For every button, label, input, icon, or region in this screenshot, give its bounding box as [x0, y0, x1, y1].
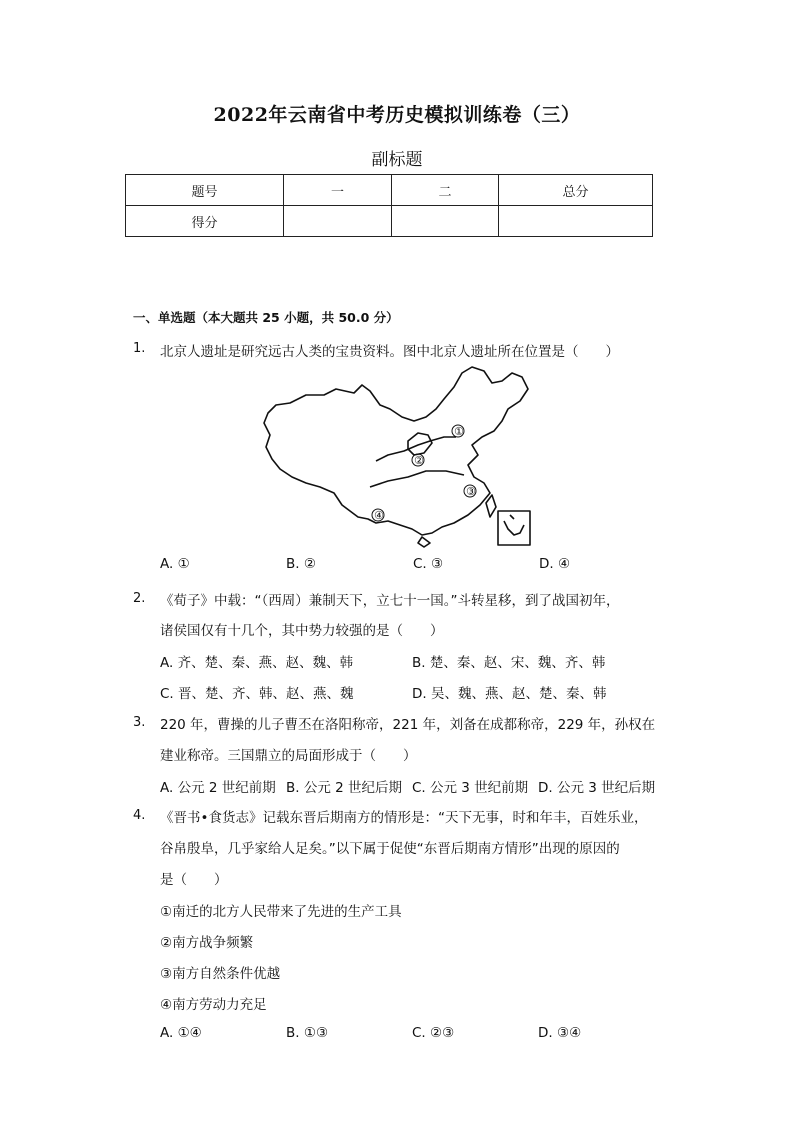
- option-d[interactable]: D. 吴、魏、燕、赵、楚、秦、韩: [412, 686, 607, 702]
- question-text: 谷帛殷阜，几乎家给人足矣。”以下属于促使“东晋后期南方情形”出现的原因的: [160, 841, 620, 857]
- map-label: ③: [466, 485, 476, 498]
- option-b[interactable]: B. ①③: [286, 1025, 329, 1041]
- question-text: 是（ ）: [160, 872, 228, 888]
- exam-subtitle: 副标题: [371, 150, 423, 170]
- question-text: 北京人遗址是研究远古人类的宝贵资料。图中北京人遗址所在位置是（ ）: [160, 344, 619, 360]
- option-c[interactable]: C. 公元 3 世纪前期: [412, 780, 529, 796]
- option-b[interactable]: B. 楚、秦、赵、宋、魏、齐、韩: [412, 655, 606, 671]
- question-text: 《晋书•食货志》记载东晋后期南方的情形是：“天下无事，时和年丰，百姓乐业，: [160, 810, 648, 826]
- exam-title: 2022年云南省中考历史模拟训练卷（三）: [213, 104, 581, 126]
- statement-item: ③南方自然条件优越: [160, 966, 281, 982]
- china-map: [258, 365, 536, 550]
- score-table-cell: 二: [392, 175, 499, 206]
- score-table-cell: [499, 206, 653, 237]
- score-table-cell: 一: [284, 175, 392, 206]
- question-number: 3.: [133, 715, 146, 730]
- taiwan-island: [486, 495, 496, 517]
- score-table-row: [126, 206, 653, 237]
- statement-item: ②南方战争频繁: [160, 935, 254, 951]
- option-d[interactable]: D. 公元 3 世纪后期: [538, 780, 656, 796]
- option-d[interactable]: D. ③④: [538, 1025, 582, 1041]
- option-d[interactable]: D. ④: [539, 556, 571, 572]
- question-text: 建业称帝。三国鼎立的局面形成于（ ）: [160, 748, 417, 764]
- question-number: 4.: [133, 808, 146, 823]
- score-table-cell: 题号: [126, 175, 284, 206]
- option-c[interactable]: C. ②③: [412, 1025, 455, 1041]
- south-sea-islands: [504, 515, 524, 535]
- statement-item: ①南迁的北方人民带来了先进的生产工具: [160, 904, 402, 920]
- map-label: ②: [414, 454, 424, 467]
- question-text: 220 年，曹操的儿子曹丕在洛阳称帝，221 年，刘备在成都称帝，229 年，孙权在: [160, 717, 656, 733]
- option-a[interactable]: A. ①: [160, 556, 190, 572]
- option-b[interactable]: B. ②: [286, 556, 316, 572]
- option-a[interactable]: A. 齐、楚、秦、燕、赵、魏、韩: [160, 655, 354, 671]
- score-table-row: [126, 175, 653, 206]
- hainan-island: [418, 537, 430, 547]
- option-c[interactable]: C. 晋、楚、齐、韩、赵、燕、魏: [160, 686, 354, 702]
- question-number: 2.: [133, 591, 146, 606]
- option-c[interactable]: C. ③: [413, 556, 444, 572]
- question-text: 《荀子》中载：“（西周）兼制天下，立七十一国。”斗转星移，到了战国初年，: [160, 593, 620, 609]
- south-sea-inset: [498, 511, 530, 545]
- score-table-cell: [392, 206, 499, 237]
- option-a[interactable]: A. 公元 2 世纪前期: [160, 780, 276, 796]
- question-text: 诸侯国仅有十几个，其中势力较强的是（ ）: [160, 623, 444, 639]
- section-heading: 一、单选题（本大题共 25 小题，共 50.0 分）: [133, 310, 399, 325]
- option-b[interactable]: B. 公元 2 世纪后期: [286, 780, 403, 796]
- map-river: [370, 471, 464, 487]
- score-table-cell: 得分: [126, 206, 284, 237]
- map-label: ④: [374, 509, 384, 522]
- map-label: ①: [454, 425, 464, 438]
- score-table: [125, 174, 653, 237]
- option-a[interactable]: A. ①④: [160, 1025, 202, 1041]
- question-number: 1.: [133, 341, 146, 356]
- score-table-cell: [284, 206, 392, 237]
- score-table-cell: 总分: [499, 175, 653, 206]
- statement-item: ④南方劳动力充足: [160, 997, 267, 1013]
